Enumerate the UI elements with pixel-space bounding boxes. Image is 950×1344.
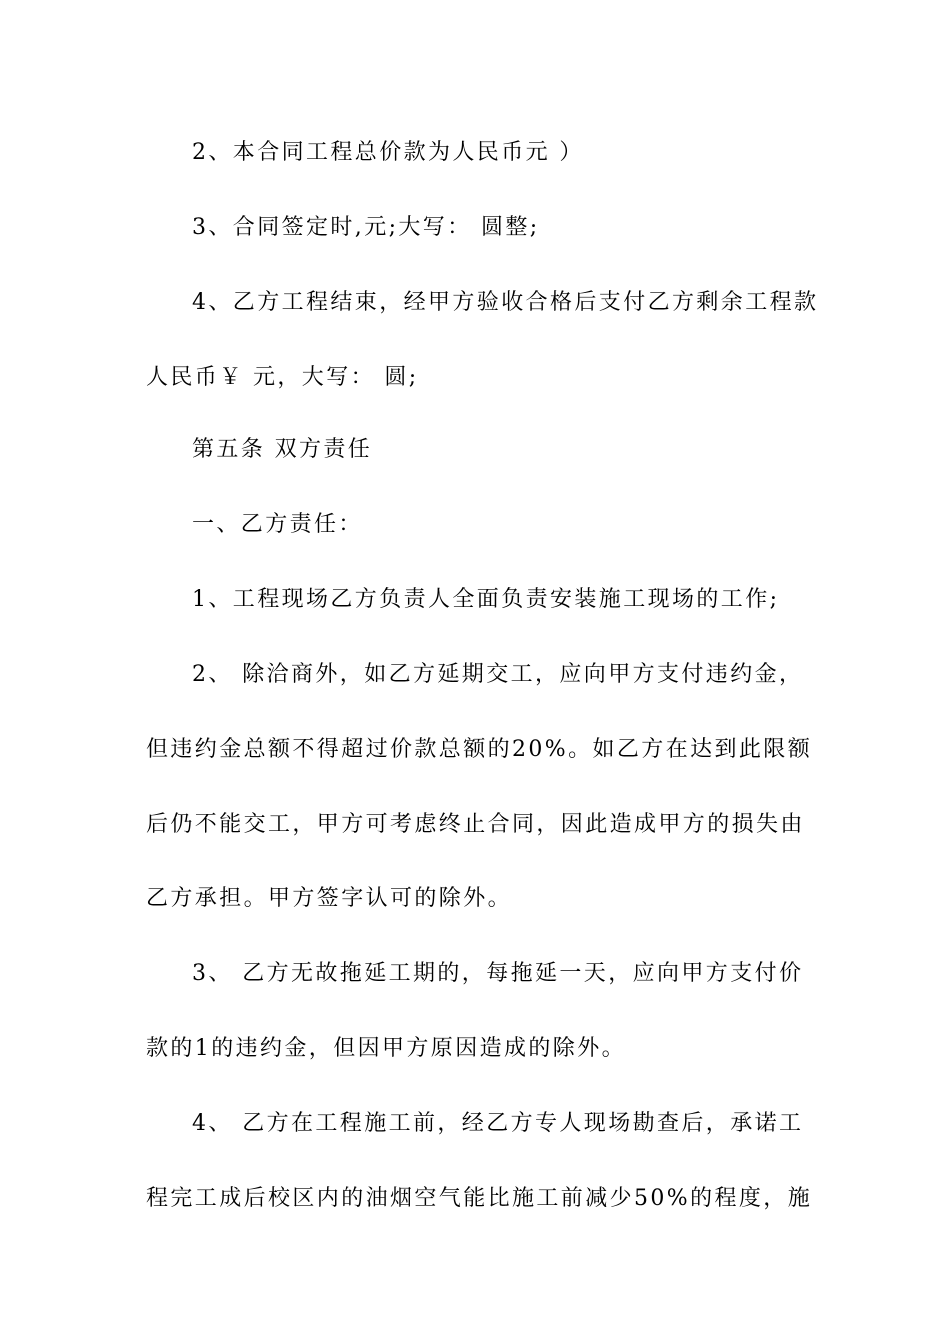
paragraph-line: 乙方承担。甲方签字认可的除外。 [146, 886, 513, 911]
paragraph-line: 人民币￥ 元，大写： 圆; [146, 365, 419, 390]
paragraph-line: 3、 乙方无故拖延工期的，每拖延一天，应向甲方支付价 [192, 961, 804, 986]
paragraph-line: 1、工程现场乙方负责人全面负责安装施工现场的工作; [192, 587, 780, 612]
section-heading: 第五条 双方责任 [192, 437, 373, 462]
subsection-heading: 一、乙方责任： [192, 512, 363, 537]
paragraph-line: 2、本合同工程总价款为人民币元 ） [192, 140, 584, 165]
paragraph-line: 3、合同签定时,元;大写： 圆整; [192, 215, 540, 240]
paragraph-line: 后仍不能交工，甲方可考虑终止合同，因此造成甲方的损失由 [146, 812, 805, 837]
paragraph-line: 2、 除洽商外，如乙方延期交工，应向甲方支付违约金， [192, 662, 804, 687]
paragraph-line: 款的1的违约金，但因甲方原因造成的除外。 [146, 1036, 626, 1061]
paragraph-line: 4、乙方工程结束，经甲方验收合格后支付乙方剩余工程款 [192, 290, 819, 315]
paragraph-line: 程完工成后校区内的油烟空气能比施工前减少50%的程度，施 [146, 1186, 813, 1211]
paragraph-line: 4、 乙方在工程施工前，经乙方专人现场勘查后，承诺工 [192, 1111, 804, 1136]
paragraph-line: 但违约金总额不得超过价款总额的20%。如乙方在达到此限额 [146, 737, 813, 762]
